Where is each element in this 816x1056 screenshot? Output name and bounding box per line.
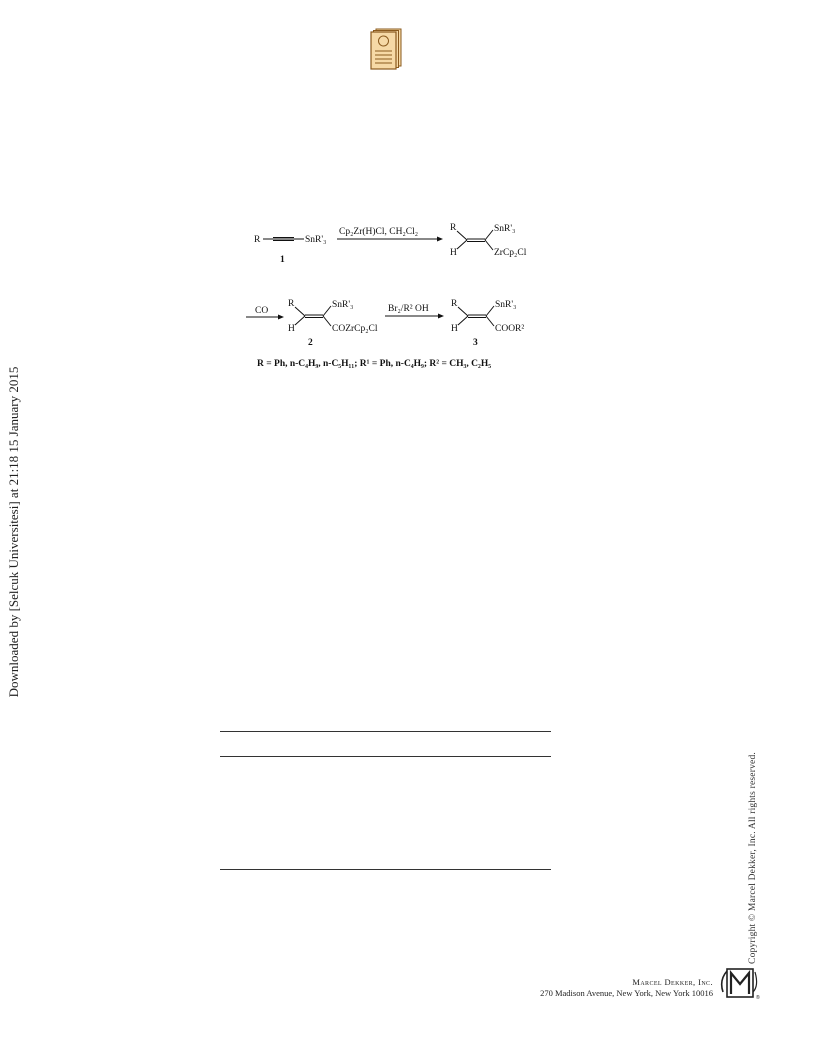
product1-zirconium: ZrCp₂Cl <box>494 248 527 258</box>
bond-line <box>486 316 494 326</box>
product1-h: H <box>450 248 457 258</box>
bond-line <box>457 240 467 249</box>
copyright-text: Copyright © Marcel Dekker, Inc. All rights reserved. <box>748 752 758 964</box>
product2-tin: SnR'₃ <box>332 300 354 310</box>
svg-text:®: ® <box>756 995 760 1000</box>
table-top-rule <box>220 731 551 732</box>
product3-ester: COOR² <box>495 324 525 334</box>
reagent-label-1: Cp₂Zr(H)Cl, CH₂Cl₂ <box>339 227 419 237</box>
product1-r: R <box>450 223 457 233</box>
product2-h: H <box>288 324 295 334</box>
product3-h: H <box>451 324 458 334</box>
reagent-bromine: Br₂/R² OH <box>388 304 429 314</box>
download-notice-text: Downloaded by [Selcuk Universitesi] at 21:18 15 January 2015 <box>6 366 21 698</box>
product3-r: R <box>451 299 458 309</box>
reactant-r: R <box>254 235 261 245</box>
document-stack-icon <box>369 28 403 70</box>
bond-line <box>458 307 468 316</box>
arrowhead-icon <box>278 315 284 320</box>
product1-tin: SnR'₃ <box>494 224 516 234</box>
bond-line <box>485 230 493 240</box>
publisher-footer <box>540 977 713 999</box>
bond-line <box>323 306 331 316</box>
substituent-legend: R = Ph, n-C₄H₉, n-C₅H₁₁; R¹ = Ph, n-C₄H₉; R² = CH₃, C₂H₅ <box>257 359 492 369</box>
product3-tin: SnR'₃ <box>495 300 517 310</box>
product2-acyl: COZrCp₂Cl <box>332 324 378 334</box>
bond-line <box>457 231 467 240</box>
arrowhead-icon <box>437 237 443 242</box>
marcel-dekker-logo <box>719 966 761 1000</box>
arrowhead-icon <box>438 314 444 319</box>
bond-line <box>295 316 305 325</box>
bond-line <box>486 306 494 316</box>
bond-line <box>295 307 305 316</box>
publisher-name: Marcel Dekker, Inc. <box>632 977 713 987</box>
compound-3-label: 3 <box>473 338 478 348</box>
reaction-scheme <box>240 210 540 380</box>
reactant-tin-group: SnR'₃ <box>305 235 327 245</box>
bond-line <box>458 316 468 325</box>
compound-1-label: 1 <box>280 255 285 265</box>
table-bottom-rule <box>220 869 551 870</box>
reagent-co: CO <box>255 306 269 316</box>
bond-line <box>485 240 493 250</box>
product2-r: R <box>288 299 295 309</box>
compound-2-label: 2 <box>308 338 313 348</box>
publisher-address: 270 Madison Avenue, New York, New York 10016 <box>540 988 713 998</box>
bond-line <box>323 316 331 326</box>
table-header-rule <box>220 756 551 757</box>
